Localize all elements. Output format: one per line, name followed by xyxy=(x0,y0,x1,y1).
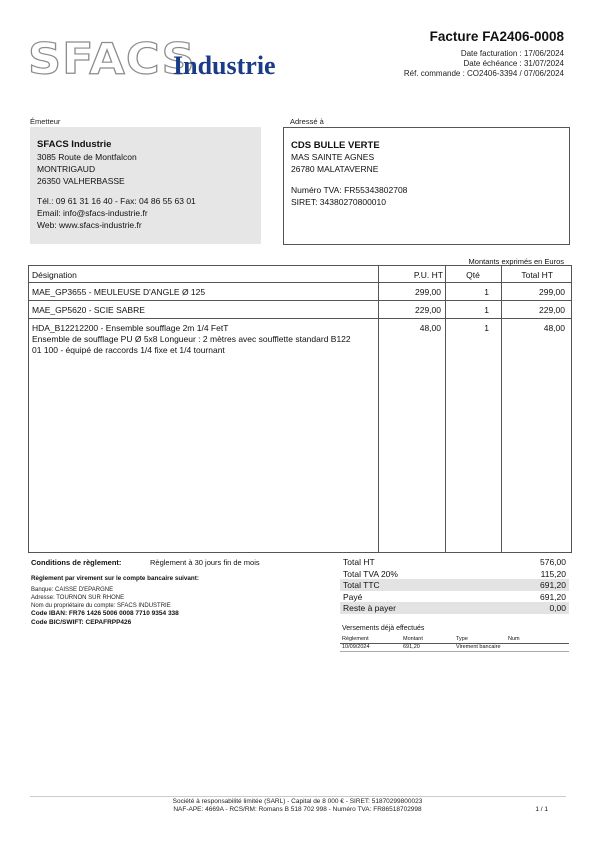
issuer-website[interactable]: Web: www.sfacs-industrie.fr xyxy=(37,220,142,230)
total-label: Total HT xyxy=(343,557,375,567)
issuer-phone: Tél.: 09 61 31 16 40 - Fax: 04 86 55 63 01 xyxy=(37,196,196,206)
column-divider xyxy=(445,266,446,552)
total-label: Reste à payer xyxy=(343,603,396,613)
payment-type: Virement bancaire xyxy=(456,644,501,650)
account-owner: Nom du propriétaire du compte: SFACS INDUSTRIE xyxy=(31,603,171,609)
bic-swift: Code BIC/SWIFT: CEPAFRPP426 xyxy=(31,619,132,626)
recipient-block xyxy=(283,127,570,245)
total-value: 576,00 xyxy=(540,557,566,567)
logo-brand-text: SFACS xyxy=(28,34,196,84)
issuer-name: SFACS Industrie xyxy=(37,139,112,150)
payments-table xyxy=(340,636,569,652)
recipient-label: Adressé à xyxy=(290,117,324,126)
invoice-lines-table xyxy=(28,265,572,553)
payment-terms-value: Règlement à 30 jours fin de mois xyxy=(150,558,260,567)
issuer-address-2: MONTRIGAUD xyxy=(37,164,96,174)
invoice-title: Facture FA2406-0008 xyxy=(429,29,564,44)
total-row xyxy=(340,602,569,614)
total-row xyxy=(340,568,569,580)
payment-date: 10/09/2024 xyxy=(342,644,370,650)
total-value: 0,00 xyxy=(549,603,566,613)
recipient-vat: Numéro TVA: FR55343802708 xyxy=(291,185,408,195)
line-description: 01 100 - équipé de raccords 1/4 fixe et 1/4 tournant xyxy=(32,345,225,355)
total-label: Total TTC xyxy=(343,580,380,590)
line-quantity: 1 xyxy=(484,305,489,315)
recipient-siret: SIRET: 34380270800010 xyxy=(291,197,386,207)
recipient-address-2: 26780 MALATAVERNE xyxy=(291,164,379,174)
recipient-address-1: MAS SAINTE AGNES xyxy=(291,152,375,162)
column-header-unit-price: P.U. HT xyxy=(413,270,443,280)
payments-header-num: Num xyxy=(508,636,520,642)
invoice-due-date: Date échéance : 31/07/2024 xyxy=(463,59,564,68)
total-value: 691,20 xyxy=(540,580,566,590)
line-total: 299,00 xyxy=(539,287,565,297)
row-divider xyxy=(29,318,571,319)
bank-address: Adresse: TOURNON SUR RHONE xyxy=(31,595,125,601)
total-value: 691,20 xyxy=(540,591,566,602)
total-label: Payé xyxy=(343,591,363,602)
line-quantity: 1 xyxy=(484,287,489,297)
line-description: Ensemble de soufflage PU Ø 5x8 Longueur : 2 mètres avec soufflette standard B122 xyxy=(32,334,351,344)
payment-amount: 691,20 xyxy=(403,644,420,650)
line-unit-price: 299,00 xyxy=(415,287,441,297)
recipient-name: CDS BULLE VERTE xyxy=(291,140,380,151)
line-designation: MAE_GP5620 - SCIE SABRE xyxy=(32,305,145,315)
issuer-email[interactable]: Email: info@sfacs-industrie.fr xyxy=(37,208,148,218)
payments-header-montant: Montant xyxy=(403,636,423,642)
payments-divider xyxy=(340,643,569,644)
footer-divider xyxy=(30,796,566,797)
line-unit-price: 48,00 xyxy=(419,323,441,333)
total-value: 115,20 xyxy=(540,568,566,579)
logo-sub-text: Industrie xyxy=(173,51,276,80)
company-logo xyxy=(28,28,298,86)
column-header-designation: Désignation xyxy=(32,270,77,280)
invoice-date: Date facturation : 17/06/2024 xyxy=(460,49,564,58)
total-row xyxy=(340,556,569,568)
line-designation: HDA_B12212200 - Ensemble soufflage 2m 1/4 FetT xyxy=(32,323,229,333)
order-reference: Réf. commande : CO2406-3394 / 07/06/2024 xyxy=(403,69,564,78)
line-total: 229,00 xyxy=(539,305,565,315)
column-header-quantity: Qté xyxy=(466,270,480,280)
page-number: 1 / 1 xyxy=(535,806,548,813)
column-divider xyxy=(378,266,379,552)
bank-name: Banque: CAISSE D'EPARGNE xyxy=(31,587,114,593)
issuer-address-1: 3085 Route de Montfalcon xyxy=(37,152,137,162)
total-label: Total TVA 20% xyxy=(343,568,398,579)
issuer-label: Émetteur xyxy=(30,117,61,126)
column-divider xyxy=(501,266,502,552)
payments-header-type: Type xyxy=(456,636,468,642)
transfer-title: Règlement par virement sur le compte bancaire suivant: xyxy=(31,575,199,582)
payments-row-divider xyxy=(340,651,569,652)
line-designation: MAE_GP3655 - MEULEUSE D'ANGLE Ø 125 xyxy=(32,287,206,297)
header-divider xyxy=(29,282,571,283)
column-header-total: Total HT xyxy=(521,270,553,280)
issuer-block xyxy=(30,127,261,244)
payments-header-reglement: Règlement xyxy=(342,636,369,642)
issuer-address-3: 26350 VALHERBASSE xyxy=(37,176,125,186)
payment-terms-label: Conditions de règlement: xyxy=(31,558,122,567)
currency-note: Montants exprimés en Euros xyxy=(468,257,564,266)
line-total: 48,00 xyxy=(543,323,565,333)
line-quantity: 1 xyxy=(484,323,489,333)
footer-legal-line-1: Société à responsabilité limitée (SARL) - Capital de 8 000 € - SIRET: 51870299800023 xyxy=(172,798,423,805)
line-unit-price: 229,00 xyxy=(415,305,441,315)
total-row xyxy=(340,591,569,603)
total-row xyxy=(340,579,569,591)
row-divider xyxy=(29,300,571,301)
iban: Code IBAN: FR76 1426 5006 0008 7710 9354 338 xyxy=(31,610,179,617)
payments-title: Versements déjà effectués xyxy=(342,625,425,632)
footer-legal-line-2: NAF-APE: 4669A - RCS/RM: Romans B 518 702 998 - Numéro TVA: FR86518702998 xyxy=(173,806,422,813)
